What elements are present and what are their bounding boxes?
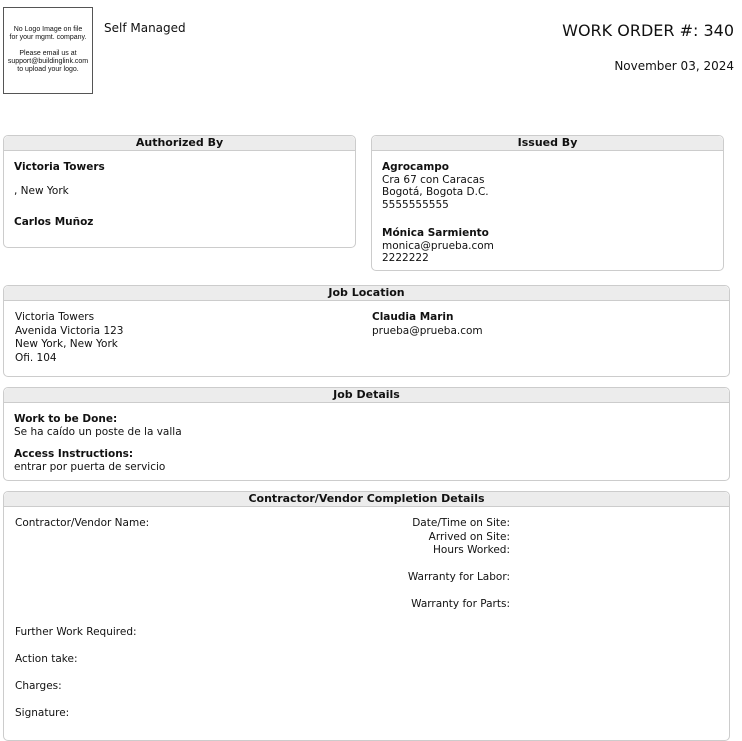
job-location-panel xyxy=(3,285,730,377)
logo-text-line: No Logo Image on file xyxy=(13,26,83,33)
date-time-on-site-label: Date/Time on Site: xyxy=(412,517,510,529)
hours-worked-label: Hours Worked: xyxy=(433,544,510,556)
completion-details-panel xyxy=(3,491,730,741)
issuer-company: Agrocampo xyxy=(382,161,450,173)
further-work-label: Further Work Required: xyxy=(15,626,137,638)
logo-text-line: to upload your logo. xyxy=(17,66,79,73)
job-details-panel xyxy=(3,387,730,481)
logo-text-line: support@buildinglink.com xyxy=(7,58,89,65)
location-contact-email: prueba@prueba.com xyxy=(372,324,483,337)
access-instructions-value: entrar por puerta de servicio xyxy=(14,460,166,473)
panel-title: Job Details xyxy=(4,388,729,403)
location-contact-name: Claudia Marin xyxy=(372,311,454,323)
location-city: New York, New York xyxy=(15,338,118,351)
work-to-be-done-label: Work to be Done: xyxy=(14,413,118,425)
warranty-labor-label: Warranty for Labor: xyxy=(407,571,510,583)
issuer-phone: 5555555555 xyxy=(382,198,449,211)
issuer-contact-name: Mónica Sarmiento xyxy=(382,227,489,239)
issuer-address-line: Cra 67 con Caracas xyxy=(382,173,485,186)
panel-title: Authorized By xyxy=(4,136,355,151)
arrived-on-site-label: Arrived on Site: xyxy=(428,531,510,543)
logo-placeholder xyxy=(3,7,93,94)
authorized-building: Victoria Towers xyxy=(14,161,105,173)
logo-text-line: Please email us at xyxy=(19,50,77,57)
issued-by-panel xyxy=(371,135,724,271)
panel-title: Job Location xyxy=(4,286,729,301)
authorized-location: , New York xyxy=(14,184,69,197)
signature-label: Signature: xyxy=(15,707,70,719)
work-order-date: November 03, 2024 xyxy=(614,59,734,73)
work-to-be-done-value: Se ha caído un poste de la valla xyxy=(14,425,182,438)
charges-label: Charges: xyxy=(15,680,62,692)
issuer-contact-phone: 2222222 xyxy=(382,252,429,264)
access-instructions-label: Access Instructions: xyxy=(14,448,134,460)
authorized-person: Carlos Muñoz xyxy=(14,216,94,228)
panel-title: Contractor/Vendor Completion Details xyxy=(4,492,729,507)
location-street: Avenida Victoria 123 xyxy=(15,324,124,337)
issuer-contact-email: monica@prueba.com xyxy=(382,239,494,252)
authorized-by-panel xyxy=(3,135,356,248)
location-unit: Ofi. 104 xyxy=(15,352,57,365)
logo-text-line: for your mgmt. company. xyxy=(9,34,87,41)
location-building: Victoria Towers xyxy=(15,311,95,323)
vendor-name-label: Contractor/Vendor Name: xyxy=(15,517,150,529)
action-taken-label: Action take: xyxy=(15,653,78,665)
work-order-title: WORK ORDER #: 340 xyxy=(562,21,734,40)
issuer-address-line: Bogotá, Bogota D.C. xyxy=(382,186,489,198)
panel-title: Issued By xyxy=(372,136,723,151)
management-company: Self Managed xyxy=(104,21,186,35)
warranty-parts-label: Warranty for Parts: xyxy=(411,598,510,610)
